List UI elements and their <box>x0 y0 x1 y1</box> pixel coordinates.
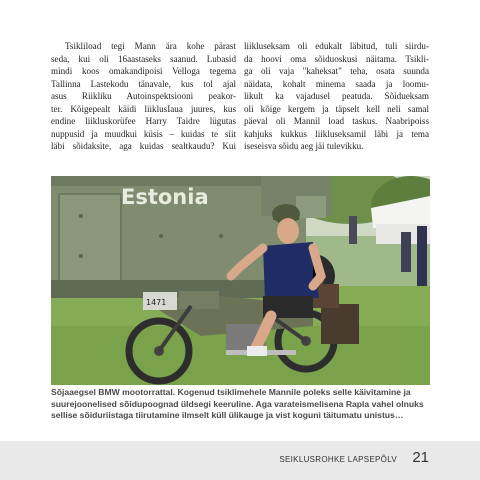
text-line: näidata, kohalt minema saada ja loomu- <box>244 78 429 89</box>
text-line: Tallinna Lastekodu tänavale, kus tol ajal <box>51 78 236 89</box>
photo-illustration <box>51 176 430 385</box>
text-line: likult ka vajadusel peatuda. Sõidueksam <box>244 91 429 102</box>
text-line: nuppusid ja muudkui küsis – kuidas te siit <box>51 128 236 139</box>
body-text-columns <box>51 40 429 166</box>
photo-caption <box>51 387 430 422</box>
plate-text: 1471 <box>146 298 167 307</box>
caption-line: sellise sõiduriistaga tiirutamine ilmselt küll ülikauge ja vist koguni täitumatu unistus… <box>51 410 404 421</box>
page-number: 21 <box>412 449 429 466</box>
text-line: ga oli vaja "kaheksat" teha, osata suunda <box>244 66 429 77</box>
text-line: endine liikluskorüfee Harry Taidre lügutas <box>51 116 236 127</box>
text-line: päeval oli Mannil load taskus. Naabripoiss <box>244 116 429 127</box>
section-label: SEIKLUSROHKE LAPSEPÕLV <box>279 455 397 464</box>
text-line: ter. Kõigepealt käidi liiklusIaua juures, kus <box>51 103 236 114</box>
text-line: mindi koos omakandipoisi Velloga tegema <box>51 66 236 77</box>
text-line: kahjuks kukkus liikluseksamil läbi ja tema <box>244 128 429 139</box>
text-line: asus Riikliku Autoinspektsiooni peakor- <box>51 91 236 102</box>
page-footer <box>0 441 480 480</box>
caption-line: suurejoonelised sõidupoognad üldsegi keeruline. Aga varateismelisena Rapla vahel olnuks <box>51 398 424 409</box>
text-line: seda, kui oli 16aastaseks saanud. Lubasid <box>51 53 236 64</box>
vehicle-lettering: Estonia <box>121 185 209 209</box>
caption-line: Sõjaaegsel BMW mootorrattal. Kogenud tsiklimehele Mannile poleks selle käivitamine ja <box>51 387 411 397</box>
text-line: läbi sõidaksite, aga kuidas sealtkaudu? Kui <box>51 141 236 152</box>
left-column <box>51 40 236 166</box>
text-line: oli kõige kergem ja täpselt kell neli samal <box>244 103 429 114</box>
right-column <box>244 40 429 166</box>
text-line: iseseisva sõidu aeg jäi tulevikku. <box>244 141 364 152</box>
motorcycle-photo <box>51 176 430 385</box>
text-line: liikluseksam oli edukalt läbitud, tuli siirdu- <box>244 41 429 51</box>
text-line: da hoovi oma sõiduoskusi näitama. Tsikli- <box>244 53 429 64</box>
text-line: Tsikliload tegi Mann ära kohe pärast <box>65 41 236 51</box>
